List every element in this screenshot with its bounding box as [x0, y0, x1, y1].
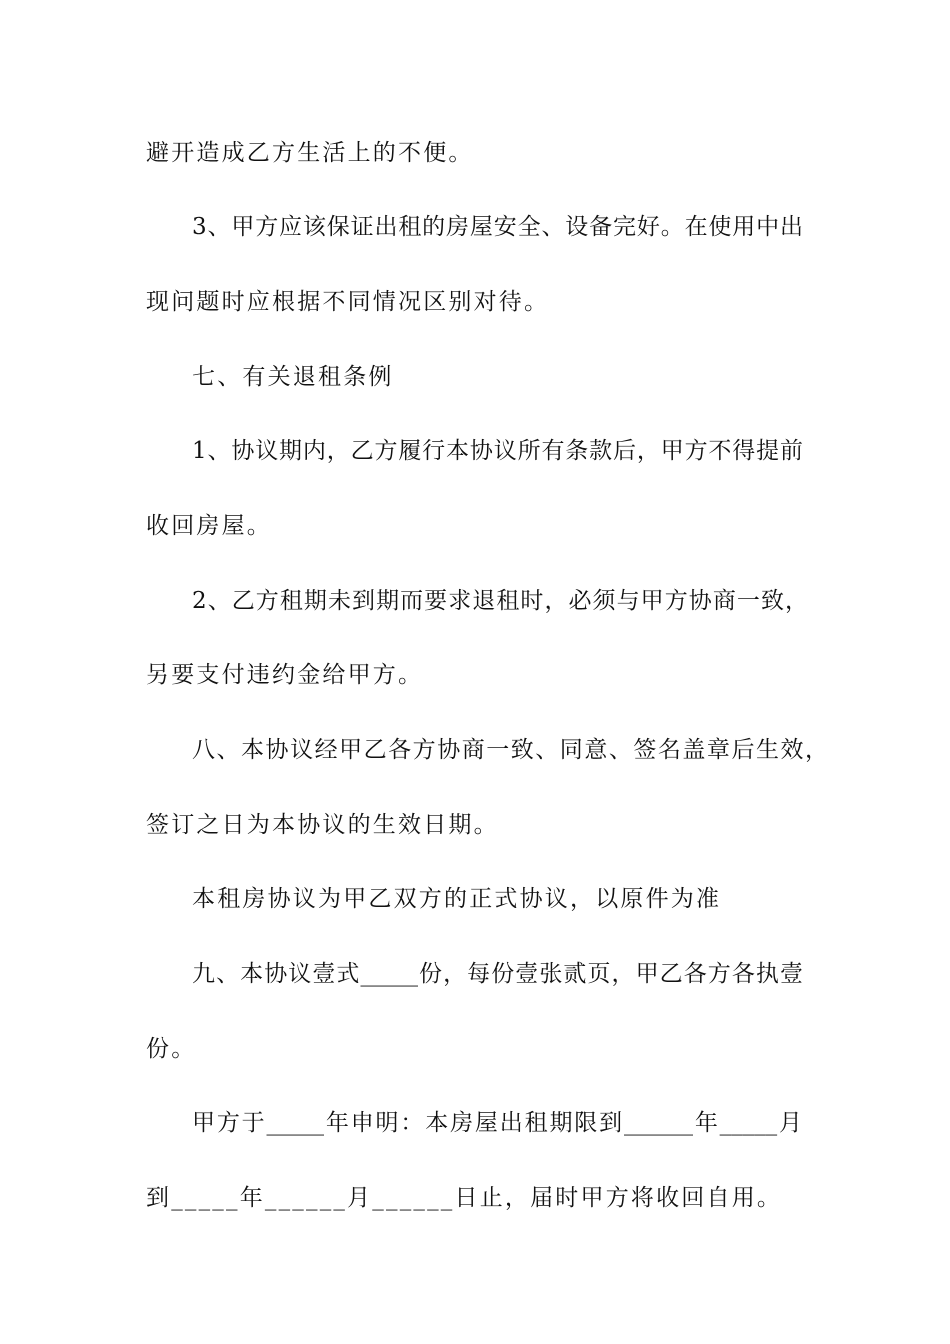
paragraph-line: 八、本协议经甲乙各方协商一致、同意、签名盖章后生效，: [192, 737, 828, 763]
paragraph-line: 另要支付违约金给甲方。: [146, 662, 424, 688]
paragraph-line: 收回房屋。: [146, 513, 272, 539]
paragraph-line: 份。: [146, 1036, 197, 1062]
paragraph-line: 甲方于_____年申明：本房屋出租期限到______年_____月: [192, 1110, 802, 1136]
paragraph-line: 九、本协议壹式_____份，每份壹张贰页，甲乙各方各执壹: [192, 961, 803, 987]
paragraph-line: 签订之日为本协议的生效日期。: [146, 812, 499, 838]
paragraph-line: 1、协议期内，乙方履行本协议所有条款后，甲方不得提前: [192, 438, 803, 464]
paragraph-line: 现问题时应根据不同情况区别对待。: [146, 289, 550, 315]
paragraph-line: 本租房协议为甲乙双方的正式协议，以原件为准: [192, 886, 722, 912]
paragraph-line: 避开造成乙方生活上的不便。: [146, 140, 474, 166]
paragraph-line: 2、乙方租期未到期而要求退租时，必须与甲方协商一致，: [192, 588, 808, 614]
paragraph-line: 到_____年______月______日止，届时甲方将收回自用。: [146, 1185, 783, 1211]
paragraph-line: 3、甲方应该保证出租的房屋安全、设备完好。在使用中出: [192, 214, 803, 240]
section-heading: 七、有关退租条例: [192, 364, 394, 390]
